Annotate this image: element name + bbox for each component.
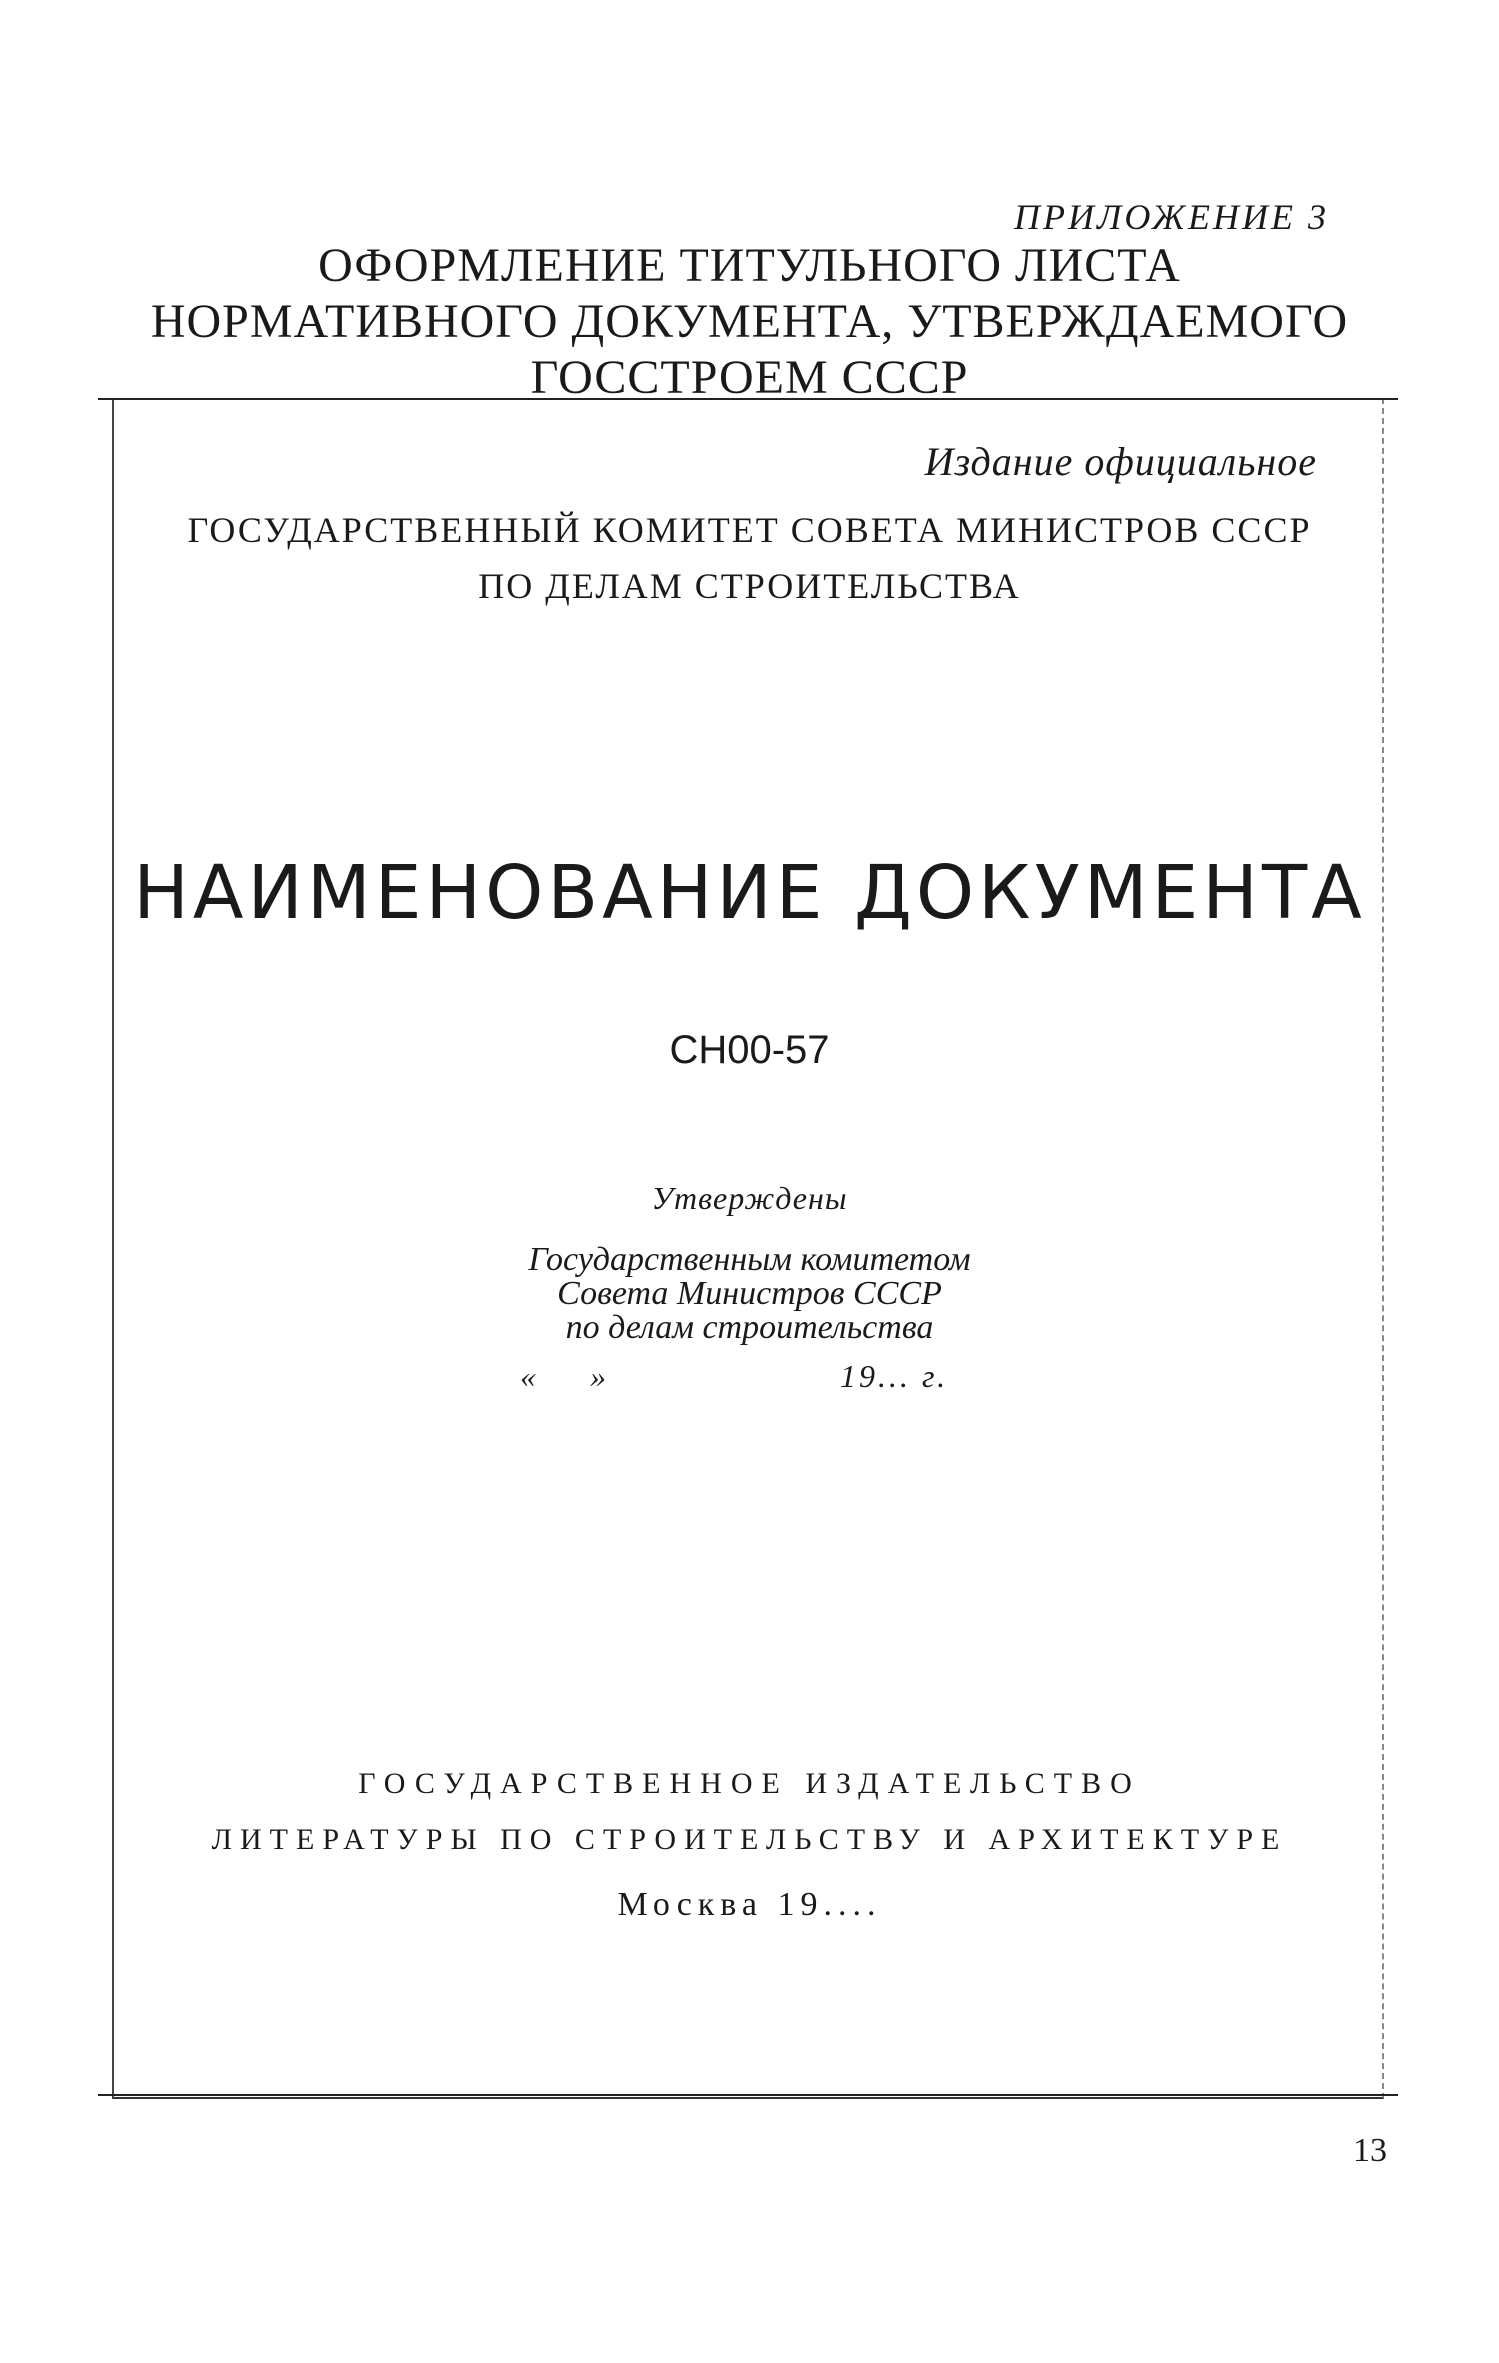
heading-line-3: ГОССТРОЕМ СССР [530,351,969,404]
publisher-line-1: ГОСУДАРСТВЕННОЕ ИЗДАТЕЛЬСТВО [358,1767,1141,1800]
approved-by [0,1243,1499,1345]
city-year: Москва 19.... [617,1886,882,1923]
committee-line-2: ПО ДЕЛАМ СТРОИТЕЛЬСТВА [478,566,1021,606]
frame-top-rule [98,398,1398,400]
approved-by-line-2: Совета Министров СССР [557,1275,942,1312]
committee-name [0,502,1499,614]
date-open-quote: « [520,1358,536,1394]
committee-line-1: ГОСУДАРСТВЕННЫЙ КОМИТЕТ СОВЕТА МИНИСТРОВ СССР [187,510,1312,550]
publisher-line-2: ЛИТЕРАТУРЫ ПО СТРОИТЕЛЬСТВУ И АРХИТЕКТУРЕ [211,1823,1288,1856]
date-close-quote: » [590,1358,606,1394]
approval-block [0,1180,1499,1345]
page-number: 13 [1353,2132,1387,2169]
page-heading [0,238,1499,406]
document-name: НАИМЕНОВАНИЕ ДОКУМЕНТА [133,850,1366,936]
heading-line-2: НОРМАТИВНОГО ДОКУМЕНТА, УТВЕРЖДАЕМОГО [150,295,1349,348]
document-code: СН00-57 [669,1028,830,1072]
approved-label: Утверждены [651,1180,848,1216]
approved-by-line-1: Государственным комитетом [528,1241,971,1278]
date-year: 19... г. [840,1358,949,1394]
heading-line-1: ОФОРМЛЕНИЕ ТИТУЛЬНОГО ЛИСТА [318,239,1181,292]
approved-by-line-3: по делам строительства [565,1309,934,1346]
appendix-label: ПРИЛОЖЕНИЕ 3 [1014,197,1329,237]
publisher-name [0,1756,1499,1868]
frame-bottom-rule [98,2094,1398,2096]
edition-label: Издание официальное [924,439,1317,484]
